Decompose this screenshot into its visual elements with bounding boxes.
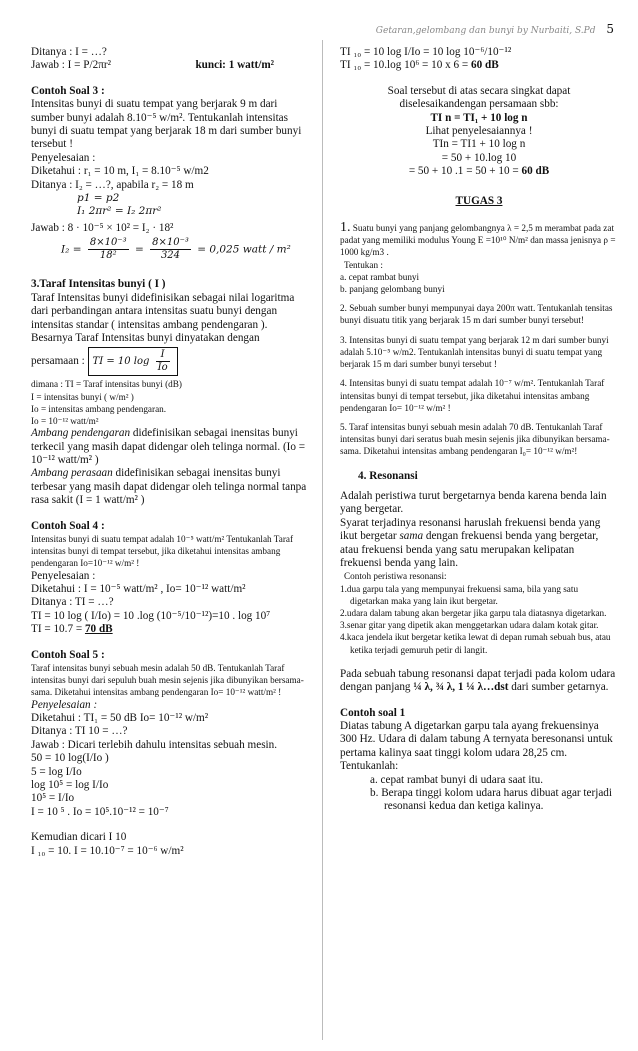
question-line: Ditanya : I = …? <box>31 46 107 58</box>
example-5-calc-4: 10⁵ = I/Io <box>31 792 75 805</box>
assignment-title: TUGAS 3 <box>455 194 503 207</box>
ambang-perasaan: Ambang perasaan didefinisikan sebagai inensitas bunyi terbesar yang masih dapat didengar oleh telinga normal tanpa rasa sakit (I = 1 watt/m² ) <box>31 467 307 507</box>
resonance-example-3: 3.senar gitar yang dipetik akan menggetarkan udara dalam kotak gitar. <box>340 620 599 631</box>
shortcut-step-3: = 50 + 10 .1 = 50 + 10 = 60 dB <box>408 165 550 178</box>
answer-key: kunci: 1 watt/m² <box>195 59 274 72</box>
example-3-answer: Jawab : 8 · 10⁻⁵ × 10² = I₂ · 18² <box>31 221 174 234</box>
section-4-title: 4. Resonansi <box>358 469 418 482</box>
example-4-asked: Ditanya : TI = …? <box>31 596 114 609</box>
assignment-2: 2. Sebuah sumber bunyi mempunyai daya 200π watt. Tentukanlah tensitas bunyi disuatu titik yang berjarak 15 m dari sumber bunyi tersebut! <box>340 303 613 326</box>
example-1-title: Contoh soal 1 <box>340 706 406 719</box>
resonance-example-4: 4.kaca jendela ikut bergetar ketika lewat di depan rumah sebuah bus, atau ketika terjadi gemuruh petir di langit. <box>340 632 611 655</box>
shortcut-intro: Soal tersebut di atas secara singkat dapat diselesaikandengan persamaan sbb: <box>387 84 571 111</box>
page-header <box>376 22 614 36</box>
example-5-asked: Ditanya : TI 10 = …? <box>31 725 128 738</box>
section-3-intro: Besarnya Taraf Intensitas bunyi dinyatakan dengan <box>31 331 260 344</box>
shortcut-formula: TI n = TI₁ + 10 log n <box>430 111 528 124</box>
resonance-examples-title: Contoh peristiwa resonansi: <box>344 571 447 582</box>
example-5-calc-2: 5 = log I/Io <box>31 765 82 778</box>
example-1-a: a. cepat rambat bunyi di udara saat itu. <box>370 773 544 786</box>
shortcut-step-2: = 50 + 10.log 10 <box>441 151 517 164</box>
example-3-known: Diketahui : r₁ = 10 m, I₁ = 8.10⁻⁵ w/m2 <box>31 165 209 178</box>
example-4-solution-label: Penyelesaian : <box>31 569 96 582</box>
example-5-calc-3: log 10⁵ = log I/Io <box>31 779 109 792</box>
example-5-title: Contoh Soal 5 : <box>31 648 105 661</box>
example-4-body: Intensitas bunyi di suatu tempat adalah 10⁻⁵ watt/m² Tentukanlah Taraf intensitas bunyi di tempat tersebut, jika diketahui intensitas ambang pendengaran Io=10⁻¹² w/m² ! <box>31 533 294 569</box>
example-3-eq1: p1 = p2 <box>77 192 120 205</box>
assignment-1-b: b. panjang gelombang bunyi <box>340 284 445 295</box>
assignment-3: 3. Intensitas bunyi di suatu tempat yang berjarak 12 m dari sumber bunyi adalah 5.10⁻⁵ w/m2. Tentukanlah intensitas bunyi di suatu tempat yang berjarak 15 m dari sumber bunyi tersebut ! <box>340 334 609 370</box>
resonance-example-2: 2.udara dalam tabung akan bergetar jika garpu tala diatasnya digetarkan. <box>340 607 607 618</box>
example-3-asked: Ditanya : I₂ = …?, apabila r₂ = 18 m <box>31 178 194 191</box>
assignment-1-a: a. cepat rambat bunyi <box>340 271 420 282</box>
assignment-1-ask: Tentukan : <box>344 259 383 270</box>
example-3-body: Intensitas bunyi di suatu tempat yang berjarak 9 m dari sumber bunyi adalah 8.10⁻⁵ w/m². Tentukanlah intensitas bunyi di suatu tempat yang berjarak 18 m dari sumber bunyi tersebut ! <box>31 98 302 151</box>
header-title: Getaran,gelombang dan bunyi by Nurbaiti, S.Pd <box>375 26 596 36</box>
left-column <box>31 46 308 858</box>
page-number: 5 <box>606 22 614 36</box>
answer-formula: Jawab : I = P/2πr² <box>31 59 111 72</box>
ti-def-3: Io = intensitas ambang pendengaran. <box>31 403 167 414</box>
example-5-body: Taraf intensitas bunyi sebuah mesin adalah 50 dB. Tentukanlah Taraf intensitas bunyi dari sepuluh buah mesin sejenis jika dibunyikan bersama-sama. Diketahui intensitas ambang pendengaran Io= 10⁻¹² watt/m² ! <box>31 663 304 698</box>
example-4-known: Diketahui : I = 10⁻⁵ watt/m² , Io= 10⁻¹² watt/m² <box>31 582 246 595</box>
assignment-5: 5. Taraf intensitas bunyi sebuah mesin adalah 70 dB. Tentukanlah Taraf intensitas bunyi dari seratus buah mesin sejenis jika dibunyikan bersama-sama. Diketahui intensitas ambang pendengaran I₀= 10⁻¹² w/m²! <box>340 421 610 457</box>
example-4-calc-1: TI = 10 log ( I/Io) = 10 .log (10⁻⁵/10⁻¹²)=10 . log 10⁷ <box>31 609 271 622</box>
shortcut-see: Lihat penyelesaiannya ! <box>425 125 533 138</box>
example-1-b: b. Berapa tinggi kolom udara harus dibuat agar terjadi resonansi kedua dan ketiga kalinya. <box>370 787 613 813</box>
column-divider <box>322 40 323 1040</box>
section-3-definition: Taraf Intensitas bunyi didefinisikan sebagai nilai logaritma dari perbandingan antara intensitas suatu bunyi dengan intensitas standar ( intensitas ambang pendengaran ). <box>31 291 295 331</box>
section-3-title: 3.Taraf Intensitas bunyi ( I ) <box>31 278 166 291</box>
assignment-4: 4. Intensitas bunyi di suatu tempat adalah 10⁻⁷ w/m². Tentukanlah Taraf intensitas bunyi di tempat tersebut, jika diketahui intensitas ambang pendengaran Io= 10⁻¹² w/m² ! <box>340 378 605 413</box>
example-5-solution-label: Penyelesaian : <box>31 698 98 711</box>
example-5-then: Kemudian dicari I 10 <box>31 831 127 844</box>
ti-def-1: dimana : TI = Taraf intensitas bunyi (dB) <box>31 379 182 390</box>
example-5-calc-5: I = 10 ⁵ . Io = 10⁵.10⁻¹² = 10⁻⁷ <box>31 805 169 818</box>
ti10-line-1: TI ₁₀ = 10 log I/Io = 10 log 10⁻⁶/10⁻¹² <box>340 46 512 58</box>
resonance-condition: Syarat terjadinya resonansi haruslah frekuensi benda yang ikut bergetar sama dengan frekuensi benda yang bergetar, atau frekuensi benda yang satu merupakan kelipatan frekuensi benda yang lain. <box>340 516 601 569</box>
assignment-1: 1. Suatu bunyi yang panjang gelombangnya λ = 2,5 m merambat pada zat padat yang memiliki modulus Young E =10¹⁰ N/m² dan massa jenisnya ρ = 1000 kg/m3 . <box>340 220 616 258</box>
ti10-line-2: TI ₁₀ = 10.log 10⁶ = 10 x 6 = 60 dB <box>340 59 499 72</box>
example-3-eq3: I₂ = $\frac{\text{8×10⁻³}}{\text{18²}}$ = $\frac{\text{8×10⁻³}}{324}$ = 0,025 watt / m² <box>61 237 291 262</box>
example-4-calc-2: TI = 10.7 = 70 dB <box>31 623 113 636</box>
ti-formula-box: TI = 10 log $\frac{I}{Io}$ <box>88 347 178 376</box>
example-1-body: Diatas tabung A digetarkan garpu tala ayang frekuensinya 300 Hz. Udara di dalam tabung A ternyata beresonansi untuk pertama kalinya saat tinggi kolom udara 28,25 cm. Tentukanlah: <box>340 720 613 773</box>
ti-def-2: I = intensitas bunyi ( w/m² ) <box>31 391 134 402</box>
example-5-known: Diketahui : TI₁ = 50 dB Io= 10⁻¹² w/m² <box>31 712 209 725</box>
ambang-pendengaran: Ambang pendengaran didefinisikan sebagai inensitas bunyi terkecil yang masih dapat didengar oleh telinga normal. (Io = 10⁻¹² watt/m² ) <box>31 427 306 466</box>
section-3-formula-line: persamaan : TI = 10 log $\frac{I}{Io}$ <box>31 347 308 376</box>
resonance-tube: Pada sebuah tabung resonansi dapat terjadi pada kolom udara dengan panjang ¼ λ, ¾ λ, 1 ¼ λ…dst dari sumber getarnya. <box>340 667 616 694</box>
example-1-questions <box>340 774 618 814</box>
ti-def-4: Io = 10⁻¹² watt/m² <box>31 415 99 426</box>
example-5-i10: I ₁₀ = 10. I = 10.10⁻⁷ = 10⁻⁶ w/m² <box>31 844 184 857</box>
example-4-title: Contoh Soal 4 : <box>31 519 105 532</box>
resonance-example-1: 1.dua garpu tala yang mempunyai frekuensi sama, bila yang satu digetarkan maka yang lain ikut bergetar. <box>340 583 579 606</box>
right-column <box>340 46 618 814</box>
example-3-title: Contoh Soal 3 : <box>31 84 105 97</box>
answer-row <box>31 59 308 72</box>
example-3-solution-label: Penyelesaian : <box>31 151 96 164</box>
example-5-calc-1: 50 = 10 log(I/Io ) <box>31 752 109 765</box>
example-3-eq2: I₁ 2πr² = I₂ 2πr² <box>77 205 162 218</box>
shortcut-step-1: TIn = TI1 + 10 log n <box>432 138 526 151</box>
example-5-answer: Jawab : Dicari terlebih dahulu intensitas sebuah mesin. <box>31 738 278 751</box>
resonance-definition: Adalah peristiwa turut bergetarnya benda karena benda lain yang bergetar. <box>340 489 607 516</box>
